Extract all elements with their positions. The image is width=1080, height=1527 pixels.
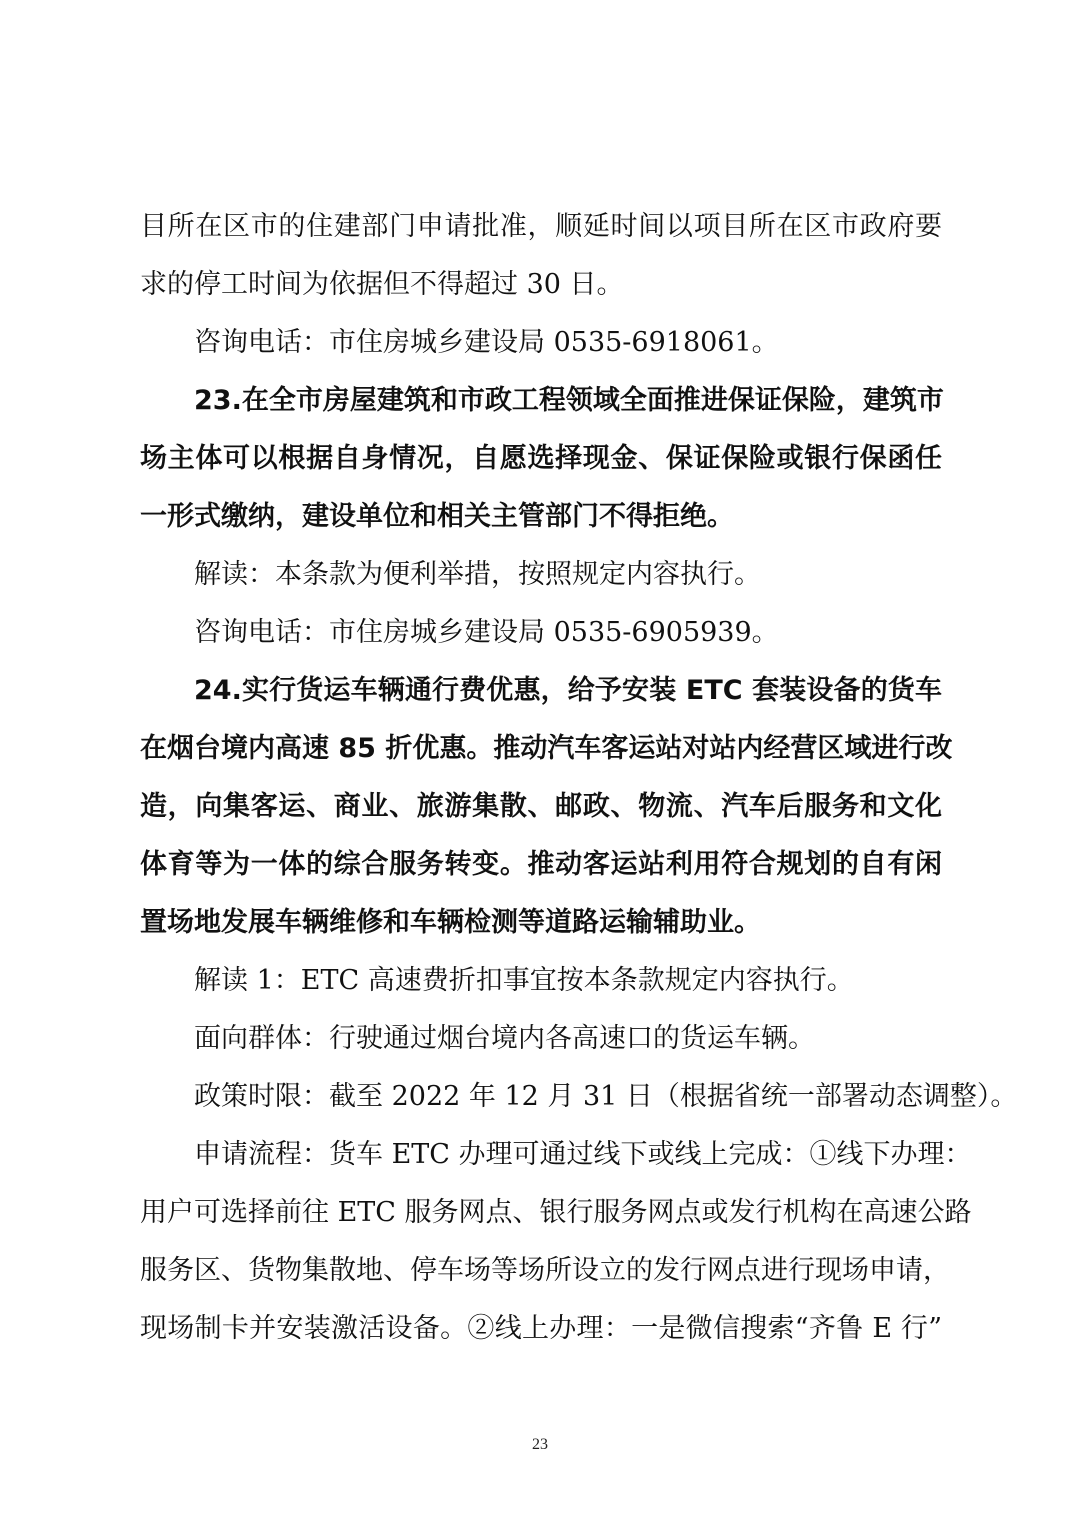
clause-23-line: 场主体可以根据自身情况，自愿选择现金、保证保险或银行保函任	[140, 443, 942, 474]
application-process-line: 服务区、货物集散地、停车场等场所设立的发行网点进行现场申请，	[140, 1255, 950, 1286]
policy-period-line: 政策时限：截至 2022 年 12 月 31 日（根据省统一部署动态调整）。	[194, 1081, 1018, 1112]
consultation-phone: 咨询电话：市住房城乡建设局 0535-6918061。	[194, 327, 779, 358]
interpretation-line: 解读：本条款为便利举措，按照规定内容执行。	[194, 559, 761, 590]
clause-23-line: 一形式缴纳，建设单位和相关主管部门不得拒绝。	[140, 501, 734, 532]
interpretation-line: 解读 1：ETC 高速费折扣事宜按本条款规定内容执行。	[194, 965, 854, 996]
body-line: 求的停工时间为依据但不得超过 30 日。	[140, 269, 624, 300]
clause-24-line: 在烟台境内高速 85 折优惠。推动汽车客运站对站内经营区域进行改	[140, 733, 953, 764]
body-line: 目所在区市的住建部门申请批准，顺延时间以项目所在区市政府要	[140, 211, 942, 242]
consultation-phone: 咨询电话：市住房城乡建设局 0535-6905939。	[194, 617, 779, 648]
page-number: 23	[532, 1436, 548, 1453]
clause-24-line: 造，向集客运、商业、旅游集散、邮政、物流、汽车后服务和文化	[140, 791, 942, 822]
application-process-line: 用户可选择前往 ETC 服务网点、银行服务网点或发行机构在高速公路	[140, 1197, 972, 1228]
clause-24-line: 置场地发展车辆维修和车辆检测等道路运输辅助业。	[140, 907, 761, 938]
target-group-line: 面向群体：行驶通过烟台境内各高速口的货运车辆。	[194, 1023, 815, 1054]
clause-24-line: 24.实行货运车辆通行费优惠，给予安装 ETC 套装设备的货车	[194, 675, 942, 706]
document-body	[140, 204, 1018, 1364]
clause-24-line: 体育等为一体的综合服务转变。推动客运站利用符合规划的自有闲	[140, 849, 942, 880]
application-process-line: 申请流程：货车 ETC 办理可通过线下或线上完成：①线下办理：	[194, 1139, 972, 1170]
application-process-line: 现场制卡并安装激活设备。②线上办理：一是微信搜索“齐鲁 E 行”	[140, 1313, 942, 1344]
clause-23-line: 23.在全市房屋建筑和市政工程领域全面推进保证保险，建筑市	[194, 385, 944, 416]
